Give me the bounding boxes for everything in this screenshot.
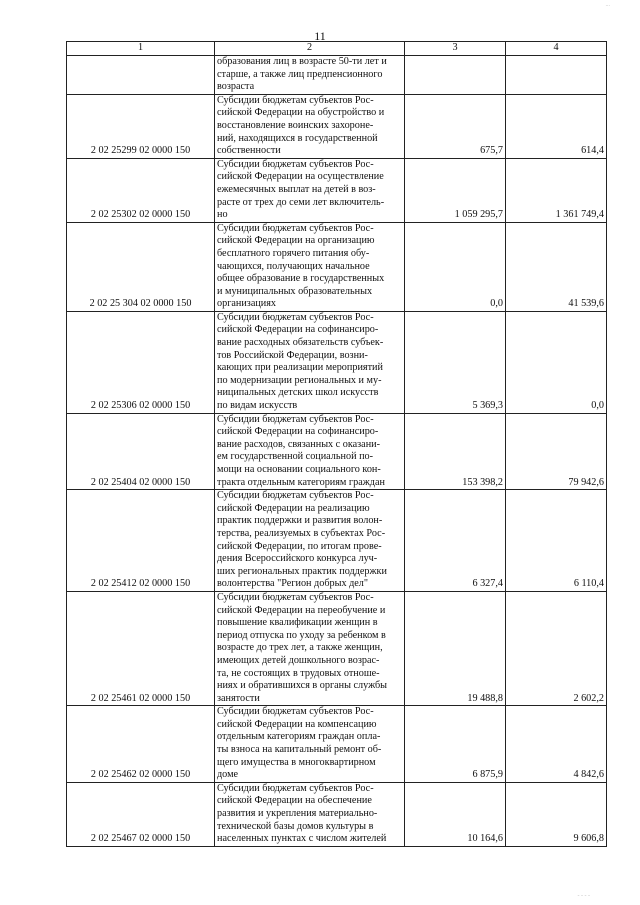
table-row: [67, 94, 607, 158]
row-code-cell: 2 02 25306 02 0000 150: [67, 311, 215, 413]
row-code-cell: 2 02 25467 02 0000 150: [67, 782, 215, 846]
row-code-cell: 2 02 25461 02 0000 150: [67, 591, 215, 705]
row-name-cell: Субсидии бюджетам субъектов Рос- сийской Федерации на переобучение и повышение квалификации женщин в период отпуска по уходу за ребенком в возрасте до трех лет, а также женщин, имеющих детей дошкольного возрас- та, не состоящих в трудовых отноше- ниях и обратившихся в органы службы занятости: [215, 591, 405, 705]
row-name-cell: Субсидии бюджетам субъектов Рос- сийской Федерации на осуществление ежемесячных выплат на детей в воз- расте от трех до семи лет включитель- но: [215, 158, 405, 222]
row-col4-value: [506, 56, 607, 95]
row-col3-value: 6 875,9: [405, 706, 506, 783]
column-header: 1: [67, 42, 215, 56]
page-number: 11: [314, 29, 326, 43]
row-name-cell: Субсидии бюджетам субъектов Рос- сийской Федерации на организацию бесплатного горячего питания обу- чающихся, получающих начальное общее образование в государственных и муниципальных образовательных организациях: [215, 222, 405, 311]
row-code-cell: [67, 56, 215, 95]
table-row: [67, 706, 607, 783]
column-header: 2: [215, 42, 405, 56]
row-code-cell: 2 02 25299 02 0000 150: [67, 94, 215, 158]
row-col4-value: 614,4: [506, 94, 607, 158]
row-col4-value: 41 539,6: [506, 222, 607, 311]
column-header: 4: [506, 42, 607, 56]
table-row: [67, 222, 607, 311]
table-row: [67, 591, 607, 705]
row-name-cell: Субсидии бюджетам субъектов Рос- сийской Федерации на обеспечение развития и укрепления материально- технической базы домов культуры в населенных пунктах с числом жителей: [215, 782, 405, 846]
row-col3-value: 5 369,3: [405, 311, 506, 413]
column-header: 3: [405, 42, 506, 56]
table-header-row: [67, 42, 607, 56]
row-col3-value: 675,7: [405, 94, 506, 158]
row-name-cell: Субсидии бюджетам субъектов Рос- сийской Федерации на компенсацию отдельным категориям граждан опла- ты взноса на капитальный ремонт об- щего имущества в многоквартирном доме: [215, 706, 405, 783]
table-row: [67, 311, 607, 413]
row-col3-value: 6 327,4: [405, 490, 506, 592]
row-code-cell: 2 02 25462 02 0000 150: [67, 706, 215, 783]
row-code-cell: 2 02 25302 02 0000 150: [67, 158, 215, 222]
row-col3-value: 153 398,2: [405, 413, 506, 490]
table-row: [67, 782, 607, 846]
row-name-cell: Субсидии бюджетам субъектов Рос- сийской Федерации на обустройство и восстановление воинских захороне- ний, находящихся в государственной собственности: [215, 94, 405, 158]
table-row: [67, 56, 607, 95]
row-name-cell: Субсидии бюджетам субъектов Рос- сийской Федерации на софинансиро- вание расходных обязательств субъек- тов Российской Федерации, возни- кающих при реализации мероприятий по модернизации региональных и му- ниципальных детских школ искусств по видам искусств: [215, 311, 405, 413]
table-row: [67, 413, 607, 490]
row-col3-value: 0,0: [405, 222, 506, 311]
row-col3-value: [405, 56, 506, 95]
row-code-cell: 2 02 25 304 02 0000 150: [67, 222, 215, 311]
row-col3-value: 19 488,8: [405, 591, 506, 705]
table-row: [67, 158, 607, 222]
row-col4-value: 1 361 749,4: [506, 158, 607, 222]
row-col4-value: 6 110,4: [506, 490, 607, 592]
row-col3-value: 10 164,6: [405, 782, 506, 846]
row-col4-value: 4 842,6: [506, 706, 607, 783]
row-name-cell: Субсидии бюджетам субъектов Рос- сийской Федерации на софинансиро- вание расходов, связанных с оказани- ем государственной социальной по- мощи на основании социального кон- тракта отдельным категориям граждан: [215, 413, 405, 490]
row-code-cell: 2 02 25412 02 0000 150: [67, 490, 215, 592]
table-row: [67, 490, 607, 592]
row-col3-value: 1 059 295,7: [405, 158, 506, 222]
budget-table: [66, 41, 607, 847]
footer-mark: - - - -: [577, 893, 590, 899]
row-col4-value: 0,0: [506, 311, 607, 413]
row-code-cell: 2 02 25404 02 0000 150: [67, 413, 215, 490]
row-name-cell: Субсидии бюджетам субъектов Рос- сийской Федерации на реализацию практик поддержки и развития волон- терства, реализуемых в субъектах Рос- сийской Федерации, по итогам прове- дения Всероссийского конкурса луч- ших региональных практик поддержки волонтерства "Регион добрых дел": [215, 490, 405, 592]
row-col4-value: 2 602,2: [506, 591, 607, 705]
row-col4-value: 9 606,8: [506, 782, 607, 846]
row-name-cell: образования лиц в возрасте 50-ти лет и старше, а также лиц предпенсионного возраста: [215, 56, 405, 95]
corner-mark: ...: [605, 2, 610, 8]
row-col4-value: 79 942,6: [506, 413, 607, 490]
